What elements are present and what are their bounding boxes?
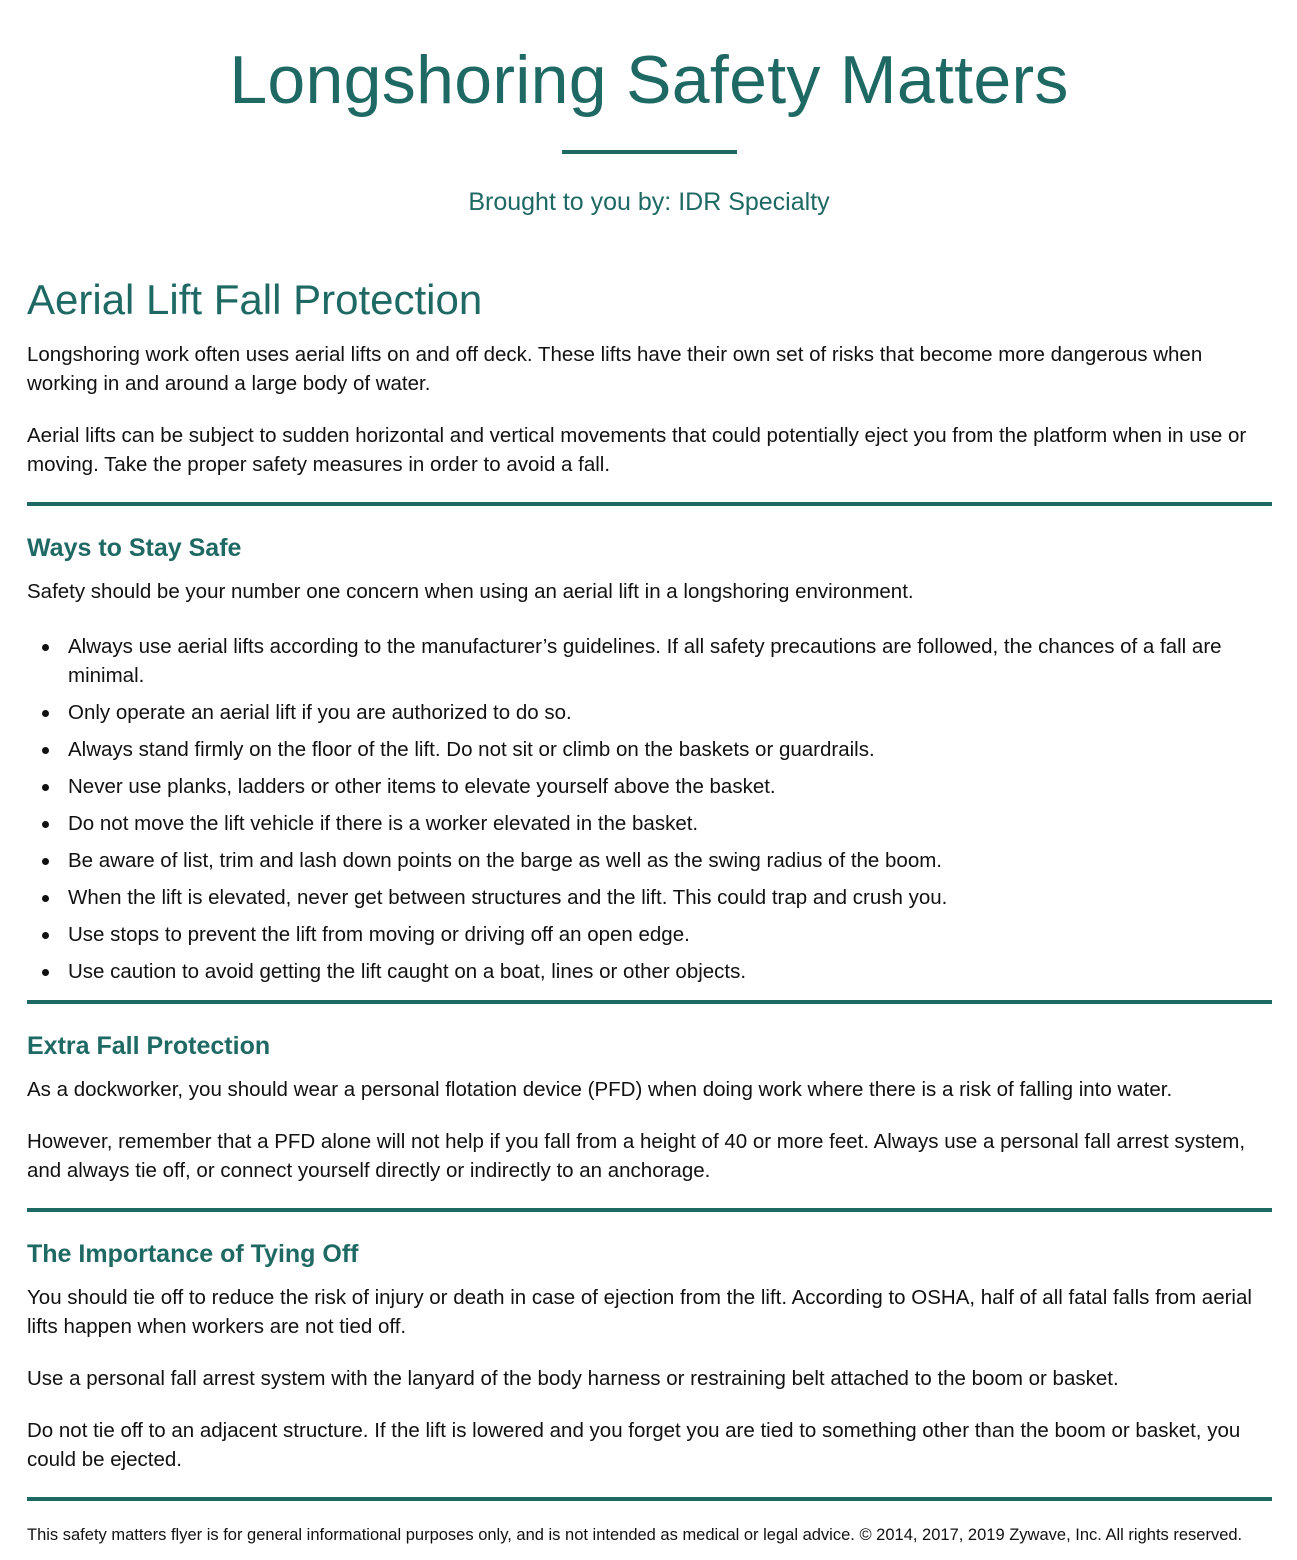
bullet-icon [42, 644, 49, 651]
list-item: Be aware of list, trim and lash down points on the barge as well as the swing radius of the boom. [68, 846, 1271, 875]
page-title: Longshoring Safety Matters [229, 42, 1069, 118]
intro-paragraph: Aerial lifts can be subject to sudden horizontal and vertical movements that could potentially eject you from the platform when in use or moving. Take the proper safety measures in order to avoid a fall. [27, 424, 1247, 476]
byline: Brought to you by: IDR Specialty [468, 188, 830, 216]
tying-paragraph: Do not tie off to an adjacent structure. If the lift is lowered and you forget you are tied to something other than the boom or basket, you could be ejected. [27, 1419, 1241, 1471]
bullet-icon [42, 747, 49, 754]
bullet-icon [42, 710, 49, 717]
section-title-aerial-lift: Aerial Lift Fall Protection [27, 276, 483, 323]
list-item: Never use planks, ladders or other items to elevate yourself above the basket. [68, 772, 1271, 801]
bullet-icon [42, 895, 49, 902]
extra-paragraph: As a dockworker, you should wear a personal flotation device (PFD) when doing work where there is a risk of falling into water. [27, 1078, 1173, 1101]
extra-paragraph: However, remember that a PFD alone will not help if you fall from a height of 40 or more feet. Always use a personal fall arrest system, and always tie off, or connect yourself directly or indirectly to an anchorage. [27, 1130, 1246, 1182]
section-divider [27, 502, 1272, 506]
ways-intro-paragraph: Safety should be your number one concern when using an aerial lift in a longshoring environment. [27, 580, 914, 603]
footer-disclaimer: This safety matters flyer is for general informational purposes only, and is not intended as medical or legal advice. © 2014, 2017, 2019 Zywave, Inc. All rights reserved. [27, 1526, 1243, 1544]
title-underline [562, 150, 737, 154]
tying-paragraph: You should tie off to reduce the risk of injury or death in case of ejection from the lift. According to OSHA, half of all fatal falls from aerial lifts happen when workers are not tied off. [27, 1286, 1252, 1338]
list-item: Use stops to prevent the lift from moving or driving off an open edge. [68, 920, 1271, 949]
bullet-icon [42, 969, 49, 976]
safety-bullet-list [27, 632, 1271, 986]
section-divider [27, 1000, 1272, 1004]
section-divider [27, 1497, 1272, 1501]
bullet-icon [42, 821, 49, 828]
list-item: Always use aerial lifts according to the manufacturer’s guidelines. If all safety precautions are followed, the chances of a fall are minimal. [68, 632, 1271, 690]
bullet-icon [42, 858, 49, 865]
section-divider [27, 1208, 1272, 1212]
intro-paragraph: Longshoring work often uses aerial lifts on and off deck. These lifts have their own set of risks that become more dangerous when working in and around a large body of water. [27, 343, 1203, 395]
heading-tying-off: The Importance of Tying Off [27, 1240, 359, 1268]
heading-extra-fall-protection: Extra Fall Protection [27, 1032, 271, 1060]
list-item: Only operate an aerial lift if you are authorized to do so. [68, 698, 1271, 727]
bullet-icon [42, 784, 49, 791]
list-item: Do not move the lift vehicle if there is a worker elevated in the basket. [68, 809, 1271, 838]
tying-paragraph: Use a personal fall arrest system with the lanyard of the body harness or restraining belt attached to the boom or basket. [27, 1367, 1119, 1390]
heading-ways-to-stay-safe: Ways to Stay Safe [27, 534, 242, 562]
bullet-icon [42, 932, 49, 939]
list-item: When the lift is elevated, never get between structures and the lift. This could trap and crush you. [68, 883, 1271, 912]
list-item: Use caution to avoid getting the lift caught on a boat, lines or other objects. [68, 957, 1271, 986]
list-item: Always stand firmly on the floor of the lift. Do not sit or climb on the baskets or guardrails. [68, 735, 1271, 764]
